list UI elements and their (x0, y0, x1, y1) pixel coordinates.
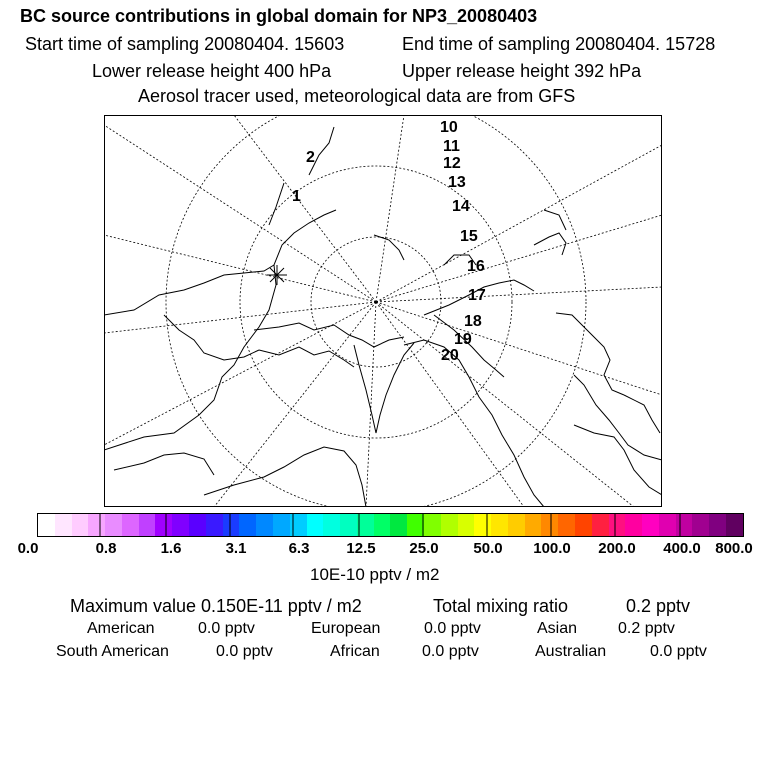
region-value: 0.0 pptv (422, 643, 479, 660)
colorbar-tick: 400.0 (663, 540, 701, 557)
trajectory-day-label: 1 (292, 188, 301, 205)
region-value: 0.0 pptv (216, 643, 273, 660)
colorbar-segment (88, 514, 105, 536)
colorbar-segment (458, 514, 475, 536)
colorbar-tick: 800.0 (715, 540, 753, 557)
colorbar-segment (256, 514, 273, 536)
map-title: BC source contributions in global domain for NP3_20080403 (20, 6, 538, 26)
colorbar-segment (172, 514, 189, 536)
trajectory-day-label: 19 (454, 331, 472, 348)
colorbar-segment (726, 514, 743, 536)
colorbar-tick: 25.0 (409, 540, 439, 557)
colorbar-segment (592, 514, 609, 536)
colorbar-segment (357, 514, 374, 536)
colorbar-tick: 50.0 (473, 540, 503, 557)
colorbar-segment (676, 514, 693, 536)
colorbar-segment (709, 514, 726, 536)
colorbar-segment (508, 514, 525, 536)
colorbar-segment (239, 514, 256, 536)
tracer-note: Aerosol tracer used, meteorological data are from GFS (138, 86, 576, 106)
colorbar-tick: 100.0 (533, 540, 571, 557)
colorbar (37, 513, 744, 537)
total-mixing-value: 0.2 pptv (626, 596, 691, 616)
release-point-star (267, 265, 287, 285)
trajectory-day-label: 14 (452, 198, 470, 215)
colorbar-segment (692, 514, 709, 536)
colorbar-segment (273, 514, 290, 536)
maximum-value: Maximum value 0.150E-11 pptv / m2 (70, 596, 362, 616)
trajectory-day-label: 11 (443, 138, 460, 155)
colorbar-segment (122, 514, 139, 536)
colorbar-unit: 10E-10 pptv / m2 (310, 565, 440, 584)
colorbar-segment (558, 514, 575, 536)
trajectory-day-label: 12 (443, 155, 461, 172)
colorbar-segment (38, 514, 55, 536)
colorbar-segment (390, 514, 407, 536)
trajectory-day-label: 15 (460, 228, 478, 245)
region-value: 0.2 pptv (618, 620, 675, 637)
upper-release-height: Upper release height 392 hPa (402, 61, 642, 81)
colorbar-segment (474, 514, 491, 536)
colorbar-segment (189, 514, 206, 536)
colorbar-segment (642, 514, 659, 536)
start-time: Start time of sampling 20080404. 15603 (25, 34, 345, 54)
end-time: End time of sampling 20080404. 15728 (402, 34, 716, 54)
colorbar-segment (139, 514, 156, 536)
colorbar-segment (424, 514, 441, 536)
region-name: African (330, 643, 380, 660)
region-value: 0.0 pptv (198, 620, 255, 637)
trajectory-day-label: 17 (468, 287, 486, 304)
region-name: South American (56, 643, 169, 660)
lower-release-height: Lower release height 400 hPa (92, 61, 332, 81)
colorbar-segment (407, 514, 424, 536)
region-name: Australian (535, 643, 607, 660)
colorbar-segment (307, 514, 324, 536)
trajectory-day-label: 16 (467, 258, 485, 275)
trajectory-day-label: 18 (464, 313, 482, 330)
colorbar-segment (609, 514, 626, 536)
colorbar-segment (625, 514, 642, 536)
colorbar-tick: 1.6 (160, 540, 182, 557)
region-value: 0.0 pptv (424, 620, 481, 637)
colorbar-tick: 6.3 (288, 540, 310, 557)
colorbar-segment (541, 514, 558, 536)
colorbar-segment (374, 514, 391, 536)
region-name: European (311, 620, 381, 637)
map-frame (105, 116, 662, 507)
total-mixing-label: Total mixing ratio (433, 596, 569, 616)
trajectory-day-label: 20 (441, 347, 459, 364)
colorbar-segment (491, 514, 508, 536)
colorbar-tick: 0.0 (17, 540, 39, 557)
colorbar-tick: 0.8 (95, 540, 117, 557)
trajectory-day-label: 10 (440, 119, 458, 136)
colorbar-segment (206, 514, 223, 536)
colorbar-segment (323, 514, 340, 536)
colorbar-tick: 3.1 (225, 540, 247, 557)
region-value: 0.0 pptv (650, 643, 707, 660)
colorbar-segment (55, 514, 72, 536)
colorbar-segment (105, 514, 122, 536)
colorbar-segment (340, 514, 357, 536)
colorbar-segment (72, 514, 89, 536)
region-name: Asian (537, 620, 578, 637)
colorbar-segment (575, 514, 592, 536)
colorbar-segment (525, 514, 542, 536)
colorbar-segment (223, 514, 240, 536)
trajectory-day-label: 2 (306, 149, 315, 166)
colorbar-segment (441, 514, 458, 536)
colorbar-tick: 200.0 (598, 540, 636, 557)
colorbar-tick: 12.5 (346, 540, 376, 557)
polar-map (104, 115, 662, 507)
colorbar-segment (155, 514, 172, 536)
colorbar-segment (290, 514, 307, 536)
colorbar-segment (659, 514, 676, 536)
trajectory-day-label: 13 (448, 174, 466, 191)
region-name: American (87, 620, 155, 637)
